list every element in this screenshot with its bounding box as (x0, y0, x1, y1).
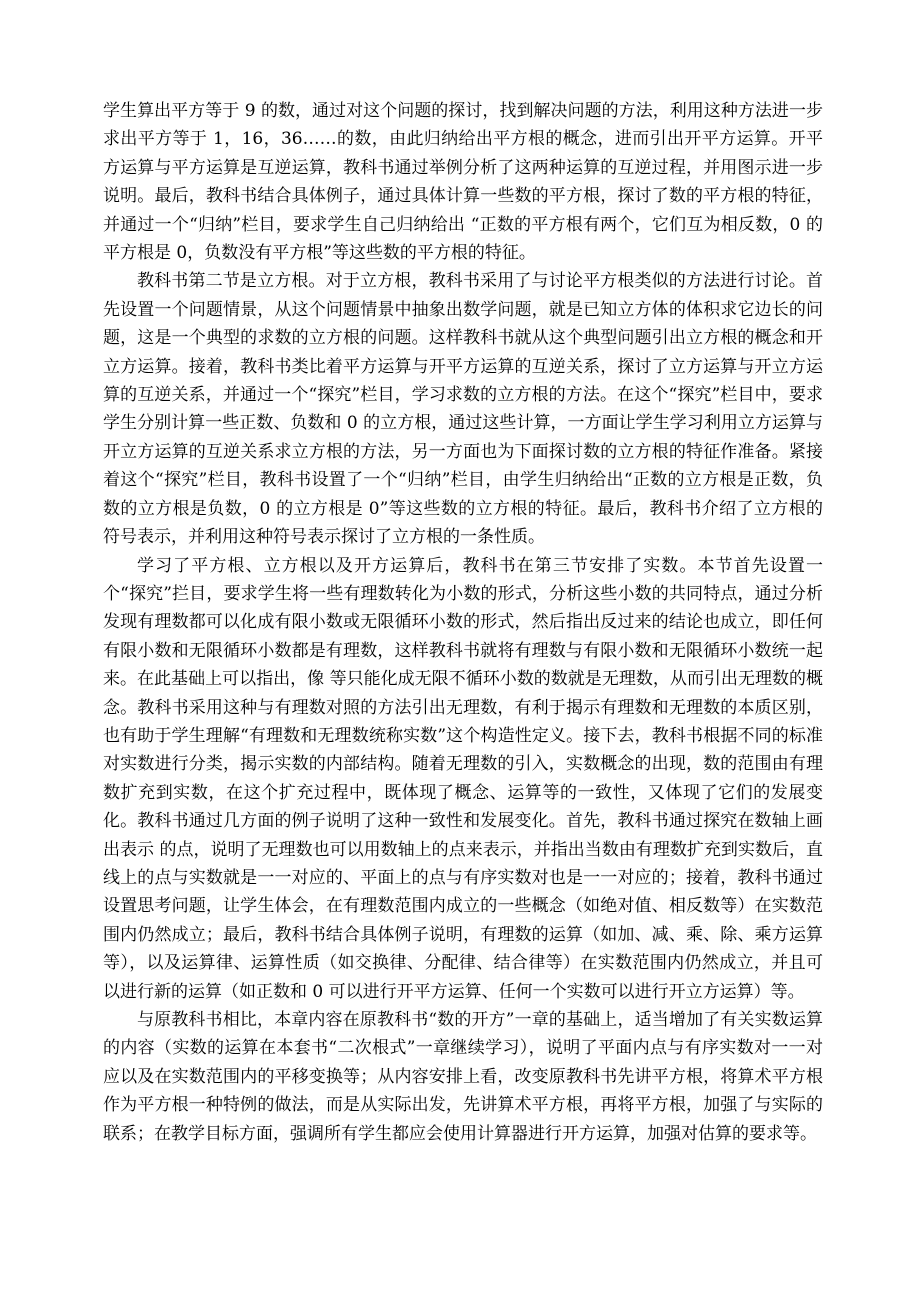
paragraph-square-root-summary: 学生算出平方等于 9 的数，通过对这个问题的探讨，找到解决问题的方法，利用这种方法进一步求出平方等于 1，16，36……的数，由此归纳给出平方根的概念，进而引出开平方运算。开平方运算与平方运算是互逆运算，教科书通过举例分析了这两种运算的互逆过程，并用图示进一步说明。最后，教科书结合具体例子，通过具体计算一些数的平方根，探讨了数的平方根的特征，并通过一个“归纳”栏目，要求学生自己归纳给出 “正数的平方根有两个，它们互为相反数，0 的平方根是 0，负数没有平方根”等这些数的平方根的特征。 (103, 101, 823, 264)
paragraph-real-numbers: 学习了平方根、立方根以及开方运算后，教科书在第三节安排了实数。本节首先设置一个“探究”拦目，要求学生将一些有理数转化为小数的形式，分析这些小数的共同特点，通过分析发现有理数都可以化成有限小数或无限循环小数的形式，然后指出反过来的结论也成立，即任何有限小数和无限循环小数都是有理数，这样教科书就将有理数与有限小数和无限循环小数统一起来。在此基础上可以指出，像 等只能化成无限不循环小数的数就是无理数，从而引出无理数的概念。教科书采用这种与有理数对照的方法引出无理数，有利于揭示有理数和无理数的本质区别，也有助于学生理解“有理数和无理数统称实数”这个构造性定义。接下去，教科书根据不同的标准对实数进行分类，揭示实数的内部结构。随着无理数的引入，实数概念的出现，数的范围由有理数扩充到实数，在这个扩充过程中，既体现了概念、运算等的一致性，又体现了它们的发展变化。教科书通过几方面的例子说明了这种一致性和发展变化。首先，教科书通过探究在数轴上画出表示 的点，说明了无理数也可以用数轴上的点来表示，并指出当数由有理数扩充到实数后，直线上的点与实数就是一一对应的、平面上的点与有序实数对也是一一对应的；接着，教科书通过设置思考问题，让学生体会，在有理数范围内成立的一些概念（如绝对值、相反数等）在实数范围内仍然成立；最后，教科书结合具体例子说明，有理数的运算（如加、减、乘、除、乘方运算等），以及运算律、运算性质（如交换律、分配律、结合律等）在实数范围内仍然成立，并且可以进行新的运算（如正数和 0 可以进行开平方运算、任何一个实数可以进行开立方运算）等。 (103, 555, 823, 1002)
paragraph-cube-root: 教科书第二节是立方根。对于立方根，教科书采用了与讨论平方根类似的方法进行讨论。首先设置一个问题情景，从这个问题情景中抽象出数学问题，就是已知立方体的体积求它边长的问题，这是一个典型的求数的立方根的问题。这样教科书就从这个典型问题引出立方根的概念和开立方运算。接着，教科书类比着平方运算与开平方运算的互逆关系，探讨了立方运算与开立方运算的互逆关系，并通过一个“探究”栏目，学习求数的立方根的方法。在这个“探究”栏目中，要求学生分别计算一些正数、负数和 0 的立方根，通过这些计算，一方面让学生学习利用立方运算与开立方运算的互逆关系求立方根的方法，另一方面也为下面探讨数的立方根的特征作准备。紧接着这个“探究”栏目，教科书设置了一个“归纳”栏目，由学生归纳给出“正数的立方根是正数，负数的立方根是负数，0 的立方根是 0”等这些数的立方根的特征。最后，教科书介绍了立方根的符号表示，并利用这种符号表示探讨了立方根的一条性质。 (103, 271, 823, 548)
paragraph-comparison: 与原教科书相比，本章内容在原教科书“数的开方”一章的基础上，适当增加了有关实数运算的内容（实数的运算在本套书“二次根式”一章继续学习），说明了平面内点与有序实数对一一对应以及在实数范围内的平移变换等；从内容安排上看，改变原教科书先讲平方根，将算术平方根作为平方根一种特例的做法，而是从实际出发，先讲算术平方根，再将平方根，加强了与实际的联系；在教学目标方面，强调所有学生都应会使用计算器进行开方运算，加强对估算的要求等。 (103, 1010, 823, 1144)
document-body (103, 97, 823, 1148)
